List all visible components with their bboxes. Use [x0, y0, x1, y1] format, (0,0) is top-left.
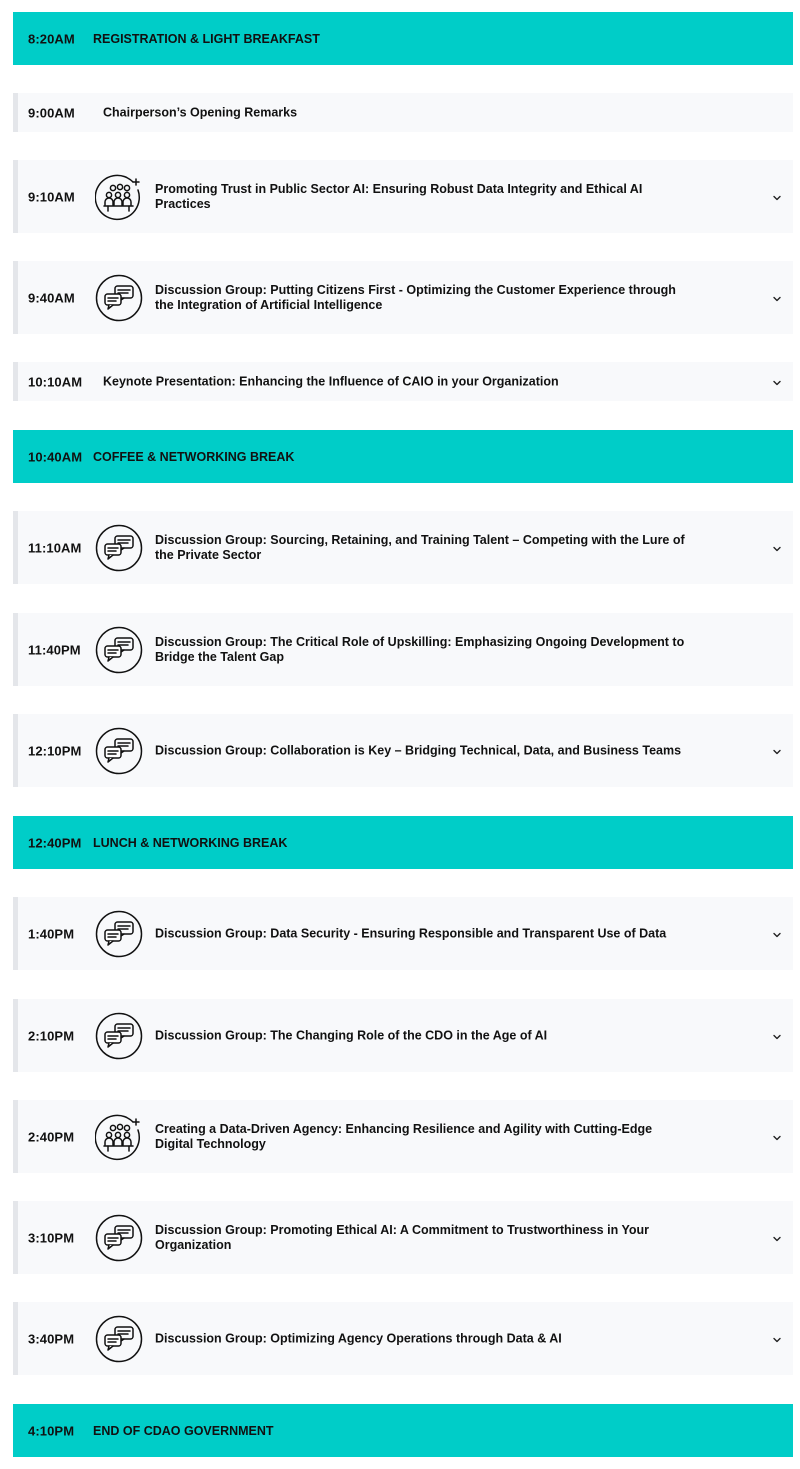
session-time: 3:40PM: [28, 1331, 75, 1346]
chevron-down-icon[interactable]: [771, 292, 783, 304]
session-time: 10:10AM: [28, 374, 83, 389]
break-title: REGISTRATION & LIGHT BREAKFAST: [93, 31, 320, 46]
session-row[interactable]: [13, 613, 793, 686]
session-title: Keynote Presentation: Enhancing the Influence of CAIO in your Organization: [103, 374, 559, 388]
discussion-icon: [95, 1315, 143, 1363]
session-title: Discussion Group: Putting Citizens First - Optimizing the Customer Experience through the Integration of Artificial Intelligence: [155, 282, 676, 312]
chevron-down-icon[interactable]: [771, 928, 783, 940]
break-time: 8:20AM: [28, 31, 75, 46]
break-title: COFFEE & NETWORKING BREAK: [93, 449, 295, 464]
break-title: LUNCH & NETWORKING BREAK: [93, 835, 288, 850]
break-title: END OF CDAO GOVERNMENT: [93, 1423, 274, 1438]
chevron-down-icon[interactable]: [771, 542, 783, 554]
session-title: Chairperson’s Opening Remarks: [103, 105, 298, 119]
break-time: 10:40AM: [28, 449, 83, 464]
discussion-icon: [95, 727, 143, 775]
session-time: 9:00AM: [28, 105, 75, 120]
break-row: [13, 430, 793, 483]
session-title: Promoting Trust in Public Sector AI: Ensuring Robust Data Integrity and Ethical AI Practices: [155, 181, 643, 211]
session-row[interactable]: [13, 897, 793, 970]
discussion-icon: [95, 626, 143, 674]
discussion-icon: [95, 524, 143, 572]
session-title: Discussion Group: The Changing Role of the CDO in the Age of AI: [155, 1028, 548, 1042]
session-title: Discussion Group: The Critical Role of Upskilling: Emphasizing Ongoing Development to Bridge the Talent Gap: [155, 634, 685, 664]
session-row[interactable]: [13, 1201, 793, 1274]
session-row[interactable]: [13, 261, 793, 334]
discussion-icon: [95, 1214, 143, 1262]
session-time: 9:10AM: [28, 189, 75, 204]
session-row[interactable]: [13, 1100, 793, 1173]
session-row[interactable]: [13, 362, 793, 401]
session-time: 12:10PM: [28, 743, 82, 758]
session-time: 2:40PM: [28, 1129, 75, 1144]
break-row: [13, 12, 793, 65]
group-icon: [95, 173, 143, 221]
session-row[interactable]: [13, 511, 793, 584]
discussion-icon: [95, 910, 143, 958]
break-row: [13, 1404, 793, 1457]
session-title: Creating a Data-Driven Agency: Enhancing Resilience and Agility with Cutting-Edge Digital Technology: [155, 1121, 653, 1151]
session-time: 11:40PM: [28, 642, 81, 657]
chevron-down-icon[interactable]: [771, 191, 783, 203]
break-time: 4:10PM: [28, 1423, 75, 1438]
session-title: Discussion Group: Optimizing Agency Operations through Data & AI: [155, 1331, 562, 1345]
chevron-down-icon[interactable]: [771, 745, 783, 757]
session-row[interactable]: [13, 160, 793, 233]
discussion-icon: [95, 1012, 143, 1060]
chevron-down-icon[interactable]: [771, 376, 783, 388]
session-time: 2:10PM: [28, 1028, 75, 1043]
break-row: [13, 816, 793, 869]
session-title: Discussion Group: Sourcing, Retaining, and Training Talent – Competing with the Lure of the Private Sector: [155, 532, 685, 562]
chevron-down-icon[interactable]: [771, 1333, 783, 1345]
group-icon: [95, 1113, 143, 1161]
session-title: Discussion Group: Collaboration is Key – Bridging Technical, Data, and Business Teams: [155, 743, 682, 757]
session-time: 11:10AM: [28, 540, 82, 555]
session-time: 9:40AM: [28, 290, 75, 305]
chevron-down-icon[interactable]: [771, 1030, 783, 1042]
discussion-icon: [95, 274, 143, 322]
chevron-down-icon[interactable]: [771, 1232, 783, 1244]
session-time: 1:40PM: [28, 926, 75, 941]
session-title: Discussion Group: Promoting Ethical AI: A Commitment to Trustworthiness in Your Organization: [155, 1222, 650, 1252]
session-time: 3:10PM: [28, 1230, 75, 1245]
session-row[interactable]: [13, 1302, 793, 1375]
session-row: [13, 93, 793, 132]
chevron-down-icon[interactable]: [771, 1131, 783, 1143]
break-time: 12:40PM: [28, 835, 82, 850]
session-row[interactable]: [13, 999, 793, 1072]
session-title: Discussion Group: Data Security - Ensuring Responsible and Transparent Use of Data: [155, 926, 667, 940]
session-row[interactable]: [13, 714, 793, 787]
